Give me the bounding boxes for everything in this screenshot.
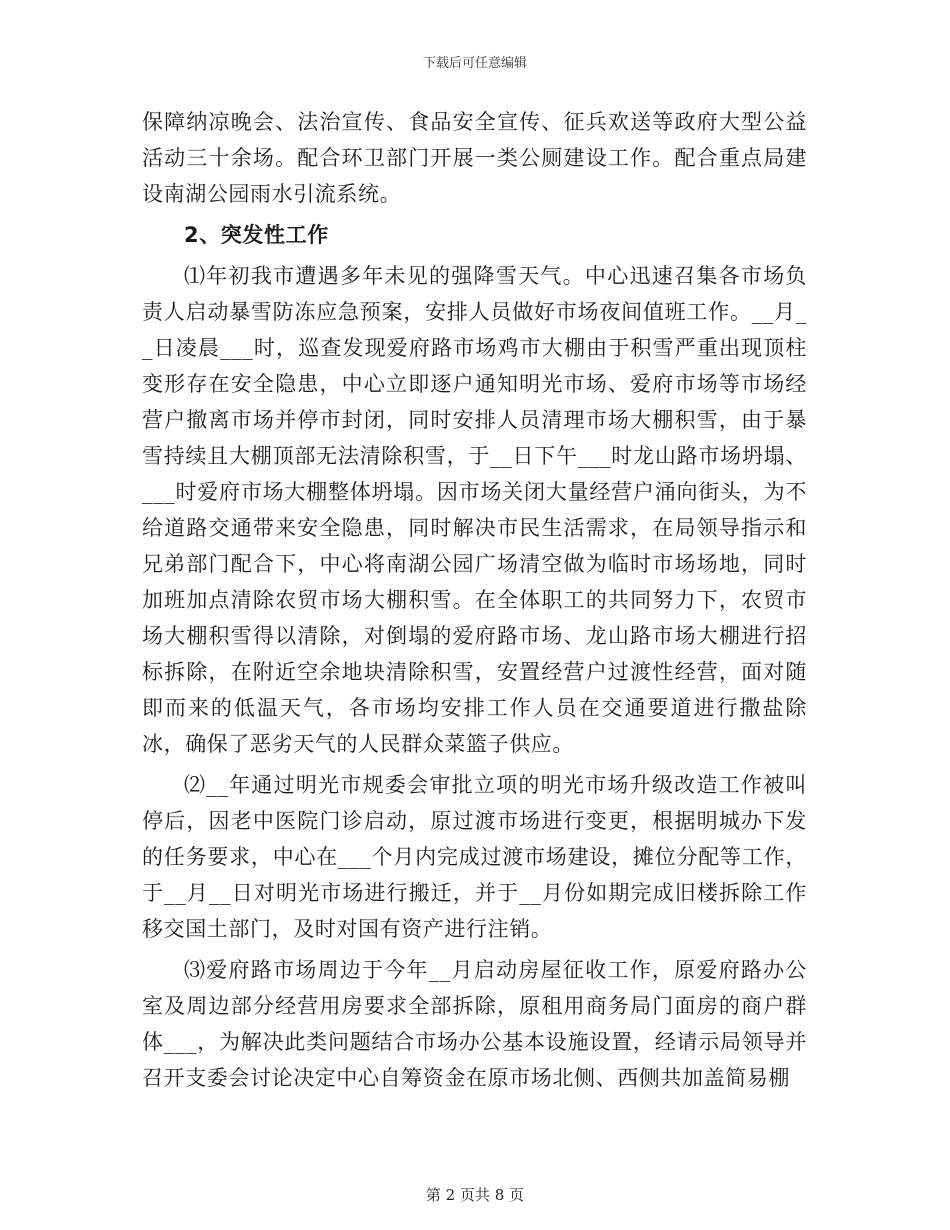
paragraph-item-3: ⑶爱府路市场周边于今年__月启动房屋征收工作，原爱府路办公室及周边部分经营用房要求全部拆除，原租用商务局门面房的商户群体___，为解决此类问题结合市场办公基本设施设置，经请示局领导并召开支委会讨论决定中心自筹资金在原市场北侧、西侧共加盖简易棚 xyxy=(142,958,807,1090)
paragraph-item-2: ⑵__年通过明光市规委会审批立项的明光市场升级改造工作被叫停后，因老中医院门诊启动，原过渡市场进行变更，根据明城办下发的任务要求，中心在___个月内完成过渡市场建设，摊位分配等工作，于__月__日对明光市场进行搬迁，并于__月份如期完成旧楼拆除工作移交国土部门，及时对国有资产进行注销。 xyxy=(142,773,807,941)
paragraph-continuation: 保障纳凉晚会、法治宣传、食品安全宣传、征兵欢送等政府大型公益活动三十余场。配合环卫部门开展一类公厕建设工作。配合重点局建设南湖公园雨水引流系统。 xyxy=(142,110,807,206)
paragraph-item-1: ⑴年初我市遭遇多年未见的强降雪天气。中心迅速召集各市场负责人启动暴雪防冻应急预案，安排人员做好市场夜间值班工作。__月__日凌晨___时，巡查发现爱府路市场鸡市大棚由于积雪严重出现顶柱变形存在安全隐患，中心立即逐户通知明光市场、爱府市场等市场经营户撤离市场并停市封闭，同时安排人员清理市场大棚积雪，由于暴雪持续且大棚顶部无法清除积雪，于__日下午___时龙山路市场坍塌、___时爱府市场大棚整体坍塌。因市场关闭大量经营户涌向街头，为不给道路交通带来安全隐患，同时解决市民生活需求，在局领导指示和兄弟部门配合下，中心将南湖公园广场清空做为临时市场场地，同时加班加点清除农贸市场大棚积雪。在全体职工的共同努力下，农贸市场大棚积雪得以清除，对倒塌的爱府路市场、龙山路市场大棚进行招标拆除，在附近空余地块清除积雪，安置经营户过渡性经营，面对随即而来的低温天气，各市场均安排工作人员在交通要道进行撒盐除冰，确保了恶劣天气的人民群众菜篮子供应。 xyxy=(142,264,807,756)
document-body xyxy=(142,104,807,1101)
page-footer: 第 2 页共 8 页 xyxy=(425,1186,525,1204)
section-heading: 2、突发性工作 xyxy=(184,223,329,247)
page-header: 下载后可任意编辑 xyxy=(422,56,527,71)
